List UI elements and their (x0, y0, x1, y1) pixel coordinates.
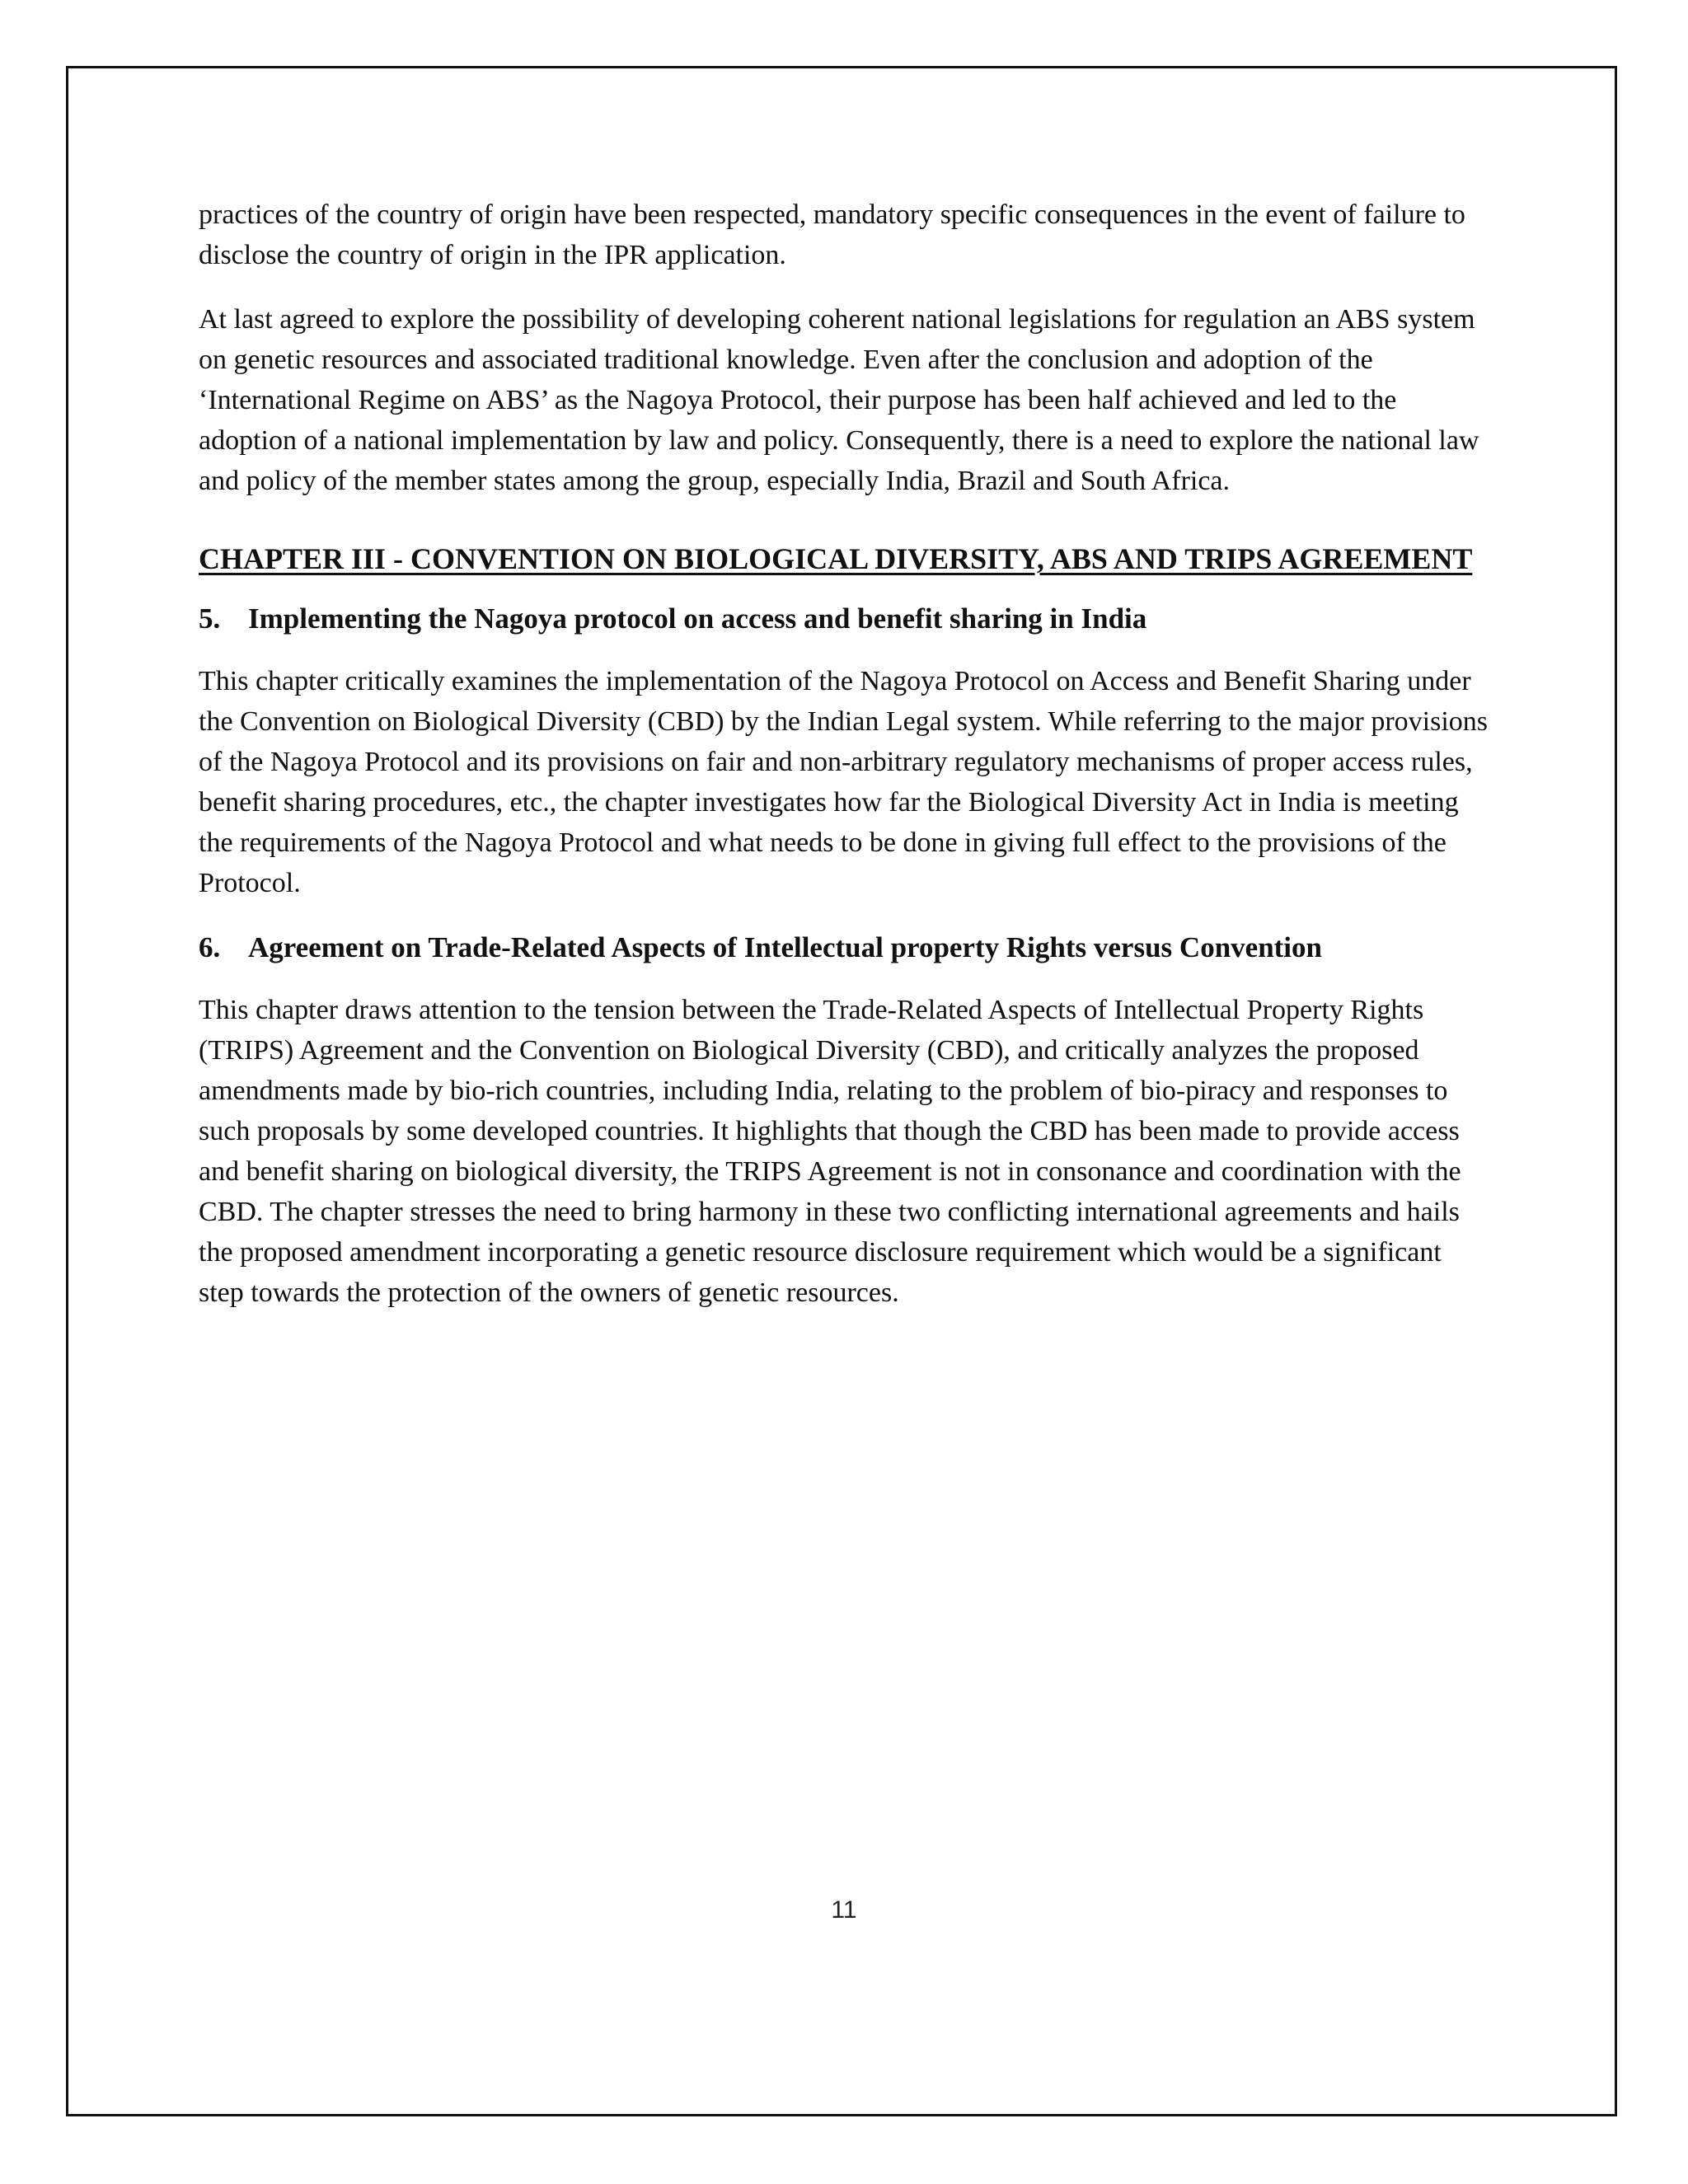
section-heading-5 (199, 598, 1489, 640)
section-body-5: This chapter critically examines the implementation of the Nagoya Protocol on Access and Benefit Sharing under the Convention on Biological Diversity (CBD) by the Indian Legal system. While referring to the major provisions of the Nagoya Protocol and its provisions on fair and non-arbitrary regulatory mechanisms of proper access rules, benefit sharing procedures, etc., the chapter investigates how far the Biological Diversity Act in India is meeting the requirements of the Nagoya Protocol and what needs to be done in giving full effect to the provisions of the Protocol. (199, 666, 1489, 898)
section-heading-6 (199, 927, 1489, 968)
paragraph-continuation: practices of the country of origin have been respected, mandatory specific consequences in the event of failure to disclose the country of origin in the IPR application. (199, 199, 1465, 270)
page-number: 11 (831, 1896, 857, 1924)
section-number: 5. (199, 602, 221, 635)
paragraph-abs-legislation: At last agreed to explore the possibility of developing coherent national legislations for regulation an ABS system on genetic resources and associated traditional knowledge. Even after the conclusion and adoption of the ‘International Regime on ABS’ as the Nagoya Protocol, their purpose has been half achieved and led to the adoption of a national implementation by law and policy. Consequently, there is a need to explore the national law and policy of the member states among the group, especially India, Brazil and South Africa. (199, 304, 1479, 496)
section-body-6: This chapter draws attention to the tension between the Trade-Related Aspects of Intellectual Property Rights (TRIPS) Agreement and the Convention on Biological Diversity (CBD), and critically analyzes the proposed amendments made by bio-rich countries, including India, relating to the problem of bio-piracy and responses to such proposals by some developed countries. It highlights that though the CBD has been made to provide access and benefit sharing on biological diversity, the TRIPS Agreement is not in consonance and coordination with the CBD. The chapter stresses the need to bring harmony in these two conflicting international agreements and hails the proposed amendment incorporating a genetic resource disclosure requirement which would be a significant step towards the protection of the owners of genetic resources. (199, 995, 1461, 1308)
section-title: Implementing the Nagoya protocol on access and benefit sharing in India (248, 602, 1147, 635)
document-body (199, 194, 1489, 1337)
section-number: 6. (199, 931, 221, 963)
chapter-heading: CHAPTER III - CONVENTION ON BIOLOGICAL DIVERSITY, ABS AND TRIPS AGREEMENT (199, 542, 1473, 575)
section-title: Agreement on Trade-Related Aspects of Intellectual property Rights versus Convention (248, 931, 1322, 963)
